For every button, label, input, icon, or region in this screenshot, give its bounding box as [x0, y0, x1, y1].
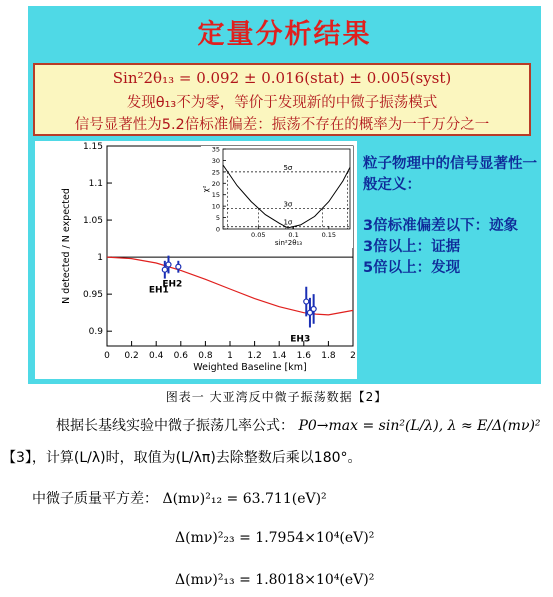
inset-y-tick-label: 30 [211, 156, 220, 165]
oscillation-formula-intro [56, 415, 541, 435]
result-line-significance: 信号显著性为5.2倍标准偏差：振荡不存在的概率为一千万分之一 [74, 117, 490, 133]
inset-y-tick-label: 15 [211, 191, 220, 200]
reference-mark: 【3】 [2, 450, 32, 466]
slide-panel [28, 6, 541, 384]
mass-difference-12: Δ(mν)²₁₂ = 63.711(eV)² [162, 491, 327, 507]
slide-title: 定量分析结果 [197, 19, 372, 50]
x-tick-label: 1.6 [296, 351, 311, 361]
x-tick-label: 1.2 [247, 351, 262, 361]
inset-x-axis-label: sin²2θ₁₃ [274, 239, 303, 247]
data-point [304, 299, 309, 304]
inset-x-tick-label: 0.05 [251, 231, 266, 239]
y-axis-label: N detected / N expected [61, 188, 72, 304]
inset-y-tick-label: 5 [215, 214, 220, 223]
x-tick-label: 2 [350, 351, 356, 361]
inset-y-tick-label: 35 [211, 145, 220, 154]
result-box [33, 63, 531, 136]
calculation-note [2, 447, 362, 467]
x-tick-label: 1 [227, 351, 233, 361]
hall-label: EH1 [148, 285, 169, 296]
significance-item-discovery: 5倍以上：发现 [363, 260, 461, 276]
data-point [166, 262, 171, 267]
inset-y-tick-label: 20 [211, 179, 220, 188]
data-point [176, 264, 181, 269]
oscillation-formula: P0→max = sin²(L/λ), λ ≈ E/Δ(mν)² [298, 418, 541, 434]
significance-heading: 粒子物理中的信号显著性一般定义： [363, 156, 537, 193]
x-tick-label: 0.4 [149, 351, 164, 361]
x-tick-label: 0.6 [173, 351, 188, 361]
sigma-level-label: 5σ [283, 163, 293, 172]
y-tick-label: 0.9 [88, 327, 103, 338]
significance-item-evidence: 3倍以上：证据 [363, 239, 461, 255]
y-tick-label: 1.15 [82, 142, 103, 152]
x-axis-label: Weighted Baseline [km] [193, 362, 307, 373]
mass-difference-label: 中微子质量平方差： [32, 491, 158, 507]
x-tick-label: 0.2 [124, 351, 139, 361]
y-tick-label: 1.1 [88, 179, 103, 190]
formula-intro-text: 根据长基线实验中微子振荡几率公式： [56, 418, 294, 434]
inset-x-tick-label: 0.1 [288, 231, 299, 239]
y-tick-label: 1.05 [82, 216, 103, 227]
inset-x-tick-label: 0.15 [321, 231, 337, 239]
sigma-level-label: 1σ [283, 218, 293, 227]
inset-y-tick-label: 10 [211, 202, 220, 211]
plot-panel [35, 141, 357, 379]
x-tick-label: 0 [104, 351, 110, 361]
sigma-level-label: 3σ [283, 200, 293, 209]
x-tick-label: 1.4 [272, 351, 287, 361]
mass-difference-13: Δ(mν)²₁₃ = 1.8018×10⁴(eV)² [175, 572, 375, 588]
inset-y-axis-label: χ² [202, 185, 210, 193]
mass-difference-line-1 [32, 488, 327, 508]
data-point [162, 267, 167, 272]
significance-list [363, 216, 541, 279]
ratio-chart [35, 141, 357, 379]
data-point [311, 306, 316, 311]
inset-y-tick-label: 0 [215, 225, 220, 234]
x-tick-label: 1.8 [321, 351, 336, 361]
mass-difference-23: Δ(mν)²₂₃ = 1.7954×10⁴(eV)² [175, 530, 375, 546]
y-tick-label: 0.95 [82, 290, 103, 301]
hall-label: EH3 [290, 334, 311, 345]
hall-label: EH2 [162, 279, 183, 290]
result-line-discovery: 发现θ₁₃不为零，等价于发现新的中微子振荡模式 [126, 95, 438, 111]
figure-caption: 图表一 大亚湾反中微子振荡数据【2】 [165, 390, 388, 404]
significance-item-hint: 3倍标准偏差以下：迹象 [363, 218, 519, 234]
significance-definition [363, 154, 541, 279]
result-line-mixing-angle: Sin²2θ₁₃ = 0.092 ± 0.016(stat) ± 0.005(syst) [112, 69, 452, 87]
inset-y-tick-label: 25 [211, 168, 220, 177]
x-tick-label: 0.8 [198, 351, 213, 361]
calculation-text: ，计算(L/λ)时，取值为(L/λπ)去除整数后乘以180°。 [31, 450, 362, 466]
prediction-curve [107, 257, 353, 315]
y-tick-label: 1 [97, 253, 103, 264]
